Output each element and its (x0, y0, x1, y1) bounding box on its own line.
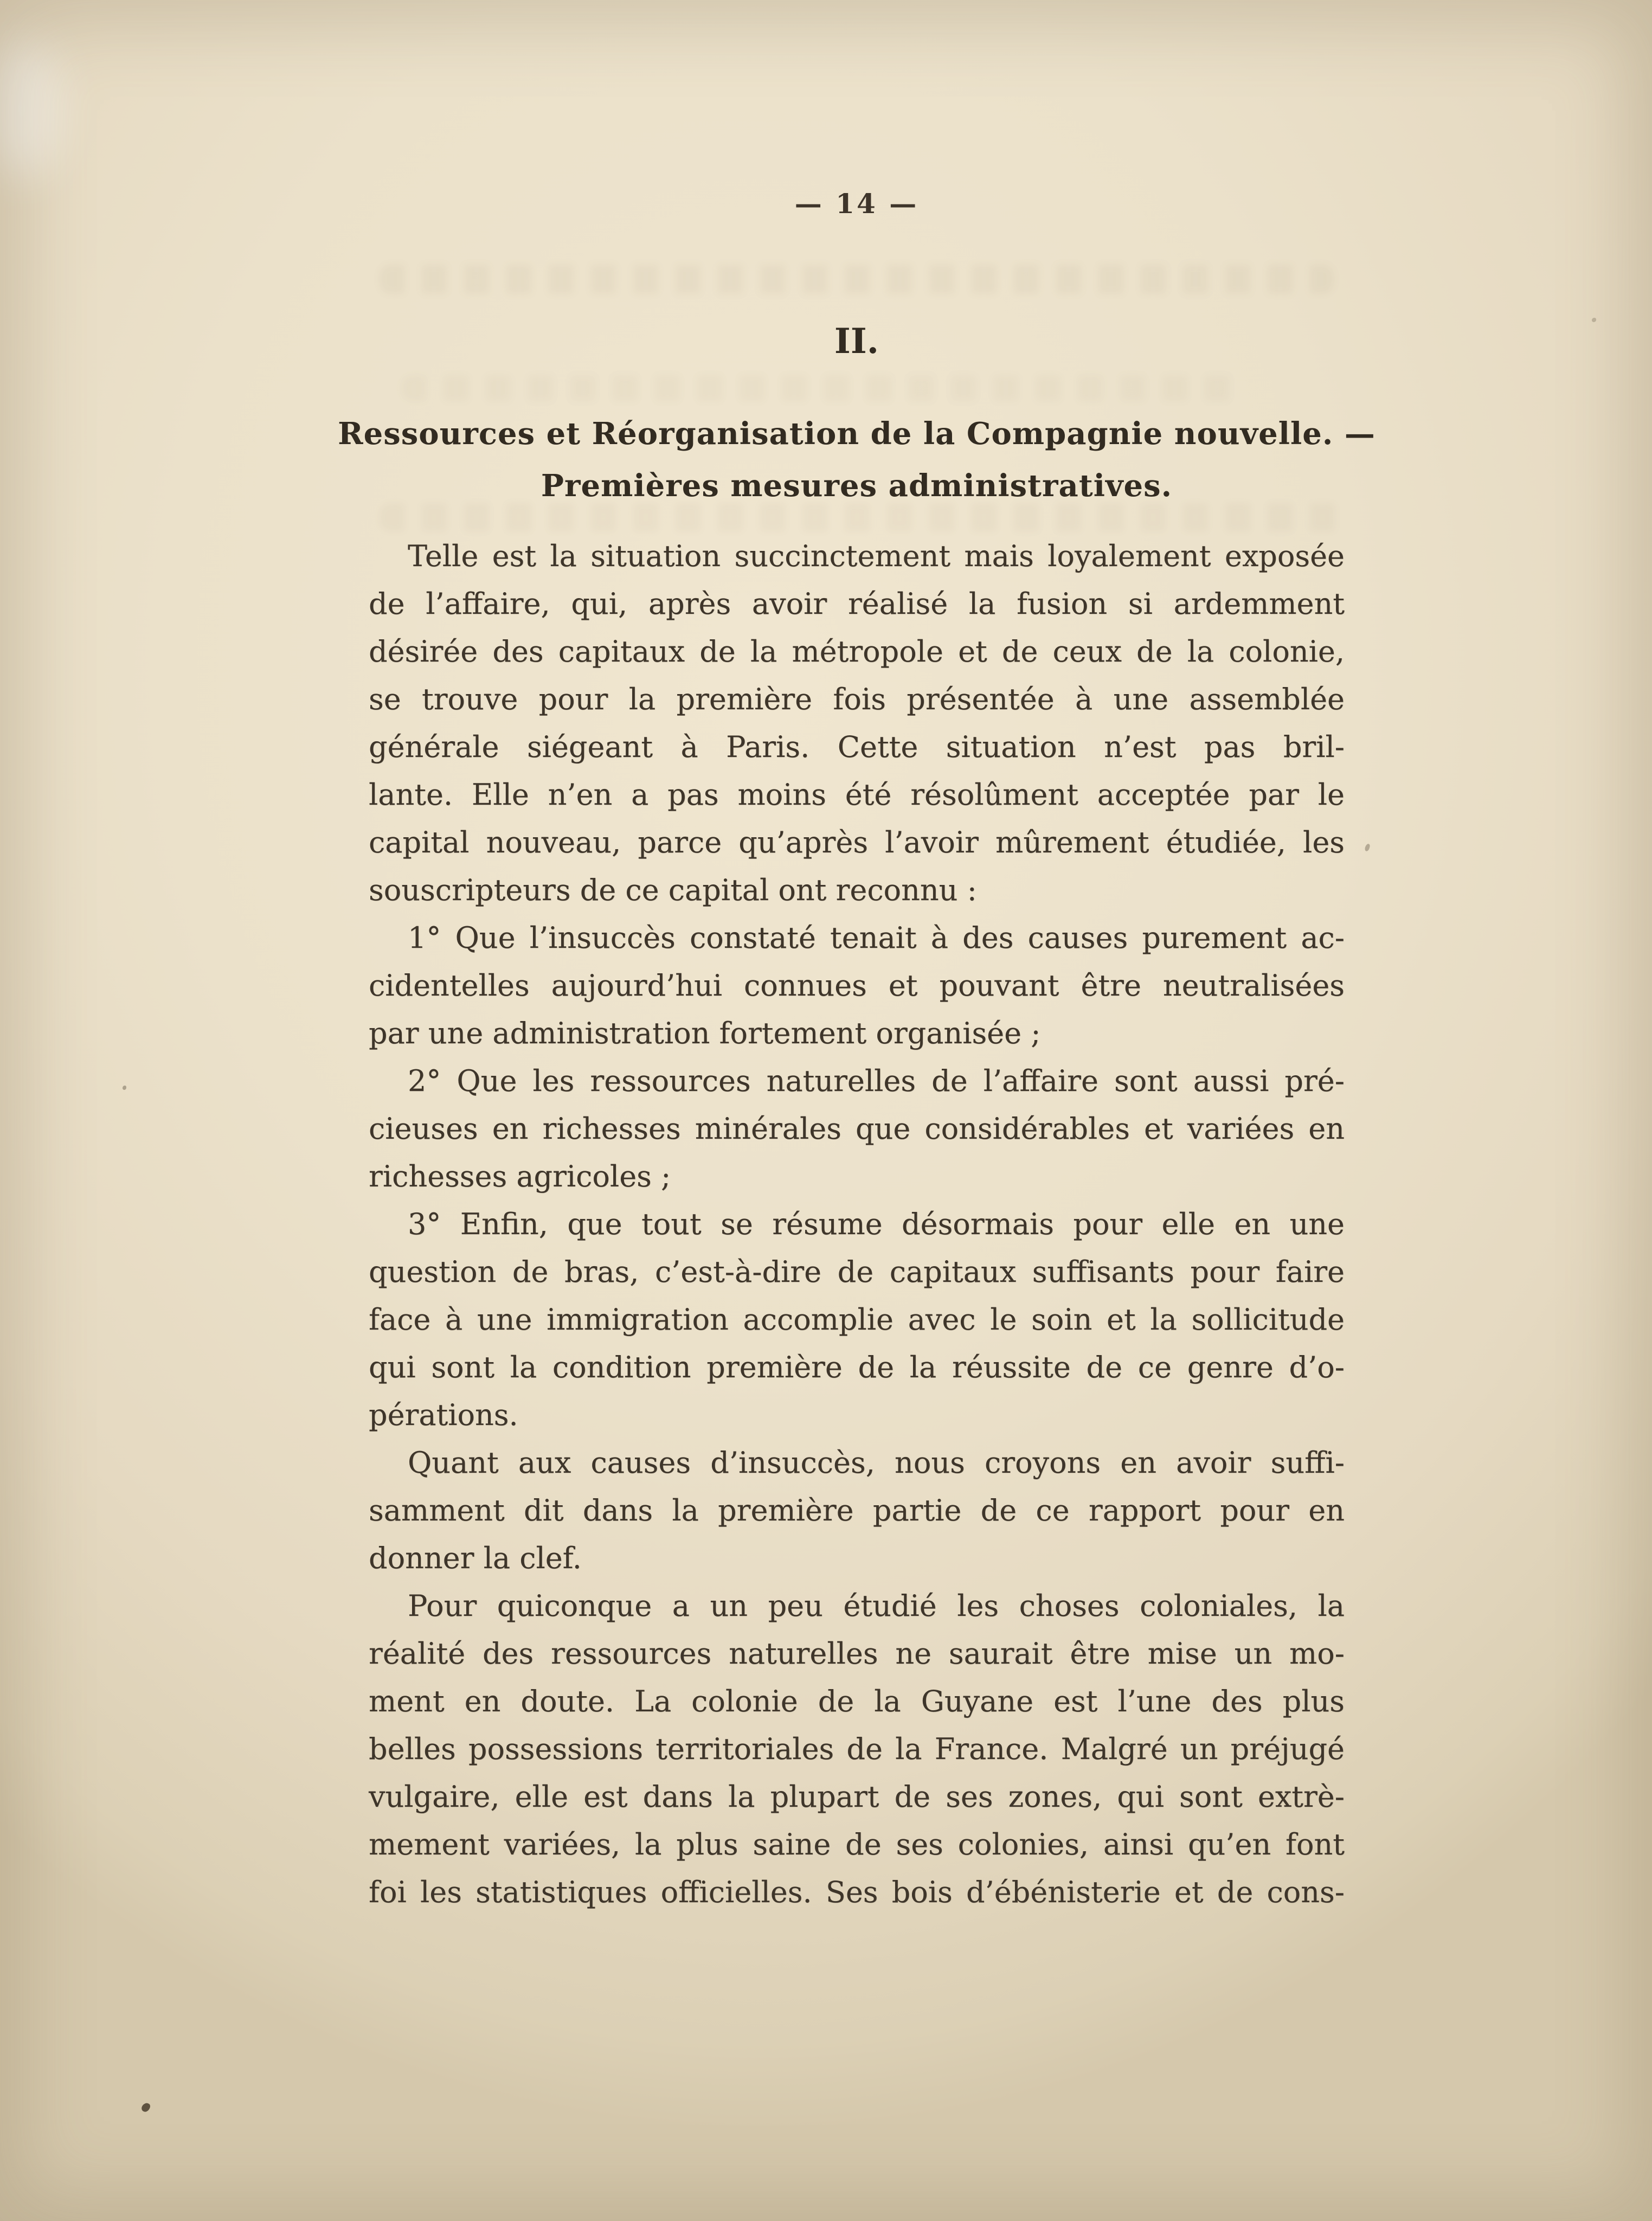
body-text (369, 532, 1345, 1916)
paper-speck (1364, 843, 1370, 852)
text-line: 3° Enfin, que tout se résume désormais pour elle en une (408, 1207, 1345, 1241)
text-line: face à une immigration accomplie avec le soin et la sollicitude (369, 1302, 1345, 1337)
page-number: — 14 — (794, 188, 919, 220)
text-line: Quant aux causes d’insuccès, nous croyons en avoir suffi- (408, 1446, 1345, 1480)
paragraph (369, 532, 1345, 914)
text-line: ment en doute. La colonie de la Guyane est l’une des plus (369, 1684, 1345, 1718)
text-line: belles possessions territoriales de la France. Malgré un préjugé (369, 1732, 1345, 1766)
text-line: capital nouveau, parce qu’après l’avoir mûrement étudiée, les (369, 825, 1345, 859)
chapter-heading (336, 408, 1377, 512)
text-line: foi les statistiques officielles. Ses bois d’ébénisterie et de cons- (369, 1875, 1345, 1909)
text-line: 1° Que l’insuccès constaté tenait à des causes purement ac- (408, 921, 1345, 955)
paper-speck (123, 1086, 126, 1090)
text-line: Telle est la situation succinctement mais loyalement exposée (408, 539, 1345, 573)
text-line: générale siégeant à Paris. Cette situation n’est pas bril- (369, 730, 1345, 764)
text-line: mement variées, la plus saine de ses colonies, ainsi qu’en font (369, 1827, 1345, 1861)
verso-bleed-through-artifact (380, 265, 1334, 294)
paragraph (369, 1439, 1345, 1582)
text-line: question de bras, c’est-à-dire de capitaux suffisants pour faire (369, 1255, 1345, 1289)
text-line: 2° Que les ressources naturelles de l’affaire sont aussi pré- (408, 1064, 1345, 1098)
text-line: se trouve pour la première fois présentée à une assemblée (369, 682, 1345, 716)
chapter-heading-line-2: Premières mesures administratives. (541, 468, 1173, 504)
text-line: qui sont la condition première de la réussite de ce genre d’o- (369, 1350, 1345, 1384)
text-line: souscripteurs de ce capital ont reconnu : (369, 873, 977, 907)
text-line: vulgaire, elle est dans la plupart de ses zones, qui sont extrè- (369, 1780, 1345, 1814)
paper-light-patch (0, 38, 60, 179)
text-line: cieuses en richesses minérales que considérables et variées en (369, 1112, 1345, 1146)
text-line: samment dit dans la première partie de ce rapport pour en (369, 1493, 1345, 1527)
text-line: de l’affaire, qui, après avoir réalisé la fusion si ardemment (369, 587, 1345, 621)
text-line: richesses agricoles ; (369, 1159, 671, 1193)
text-line: réalité des ressources naturelles ne saurait être mise un mo- (369, 1636, 1345, 1671)
paper-speck (1592, 318, 1596, 322)
text-line: donner la clef. (369, 1541, 582, 1575)
paragraph (369, 1057, 1345, 1201)
paragraph (369, 1201, 1345, 1439)
paragraph (369, 914, 1345, 1057)
text-line: Pour quiconque a un peu étudié les choses coloniales, la (408, 1589, 1345, 1623)
paragraph (369, 1582, 1345, 1916)
verso-bleed-through-artifact (401, 375, 1247, 401)
text-line: cidentelles aujourd’hui connues et pouvant être neutralisées (369, 968, 1345, 1003)
text-line: par une administration fortement organisée ; (369, 1016, 1041, 1050)
text-line: pérations. (369, 1398, 518, 1432)
text-line: désirée des capitaux de la métropole et de ceux de la colonie, (369, 634, 1345, 669)
text-line: lante. Elle n’en a pas moins été résolûment acceptée par le (369, 778, 1345, 812)
section-numeral: II. (834, 321, 879, 362)
chapter-heading-line-1: Ressources et Réorganisation de la Compagnie nouvelle. — (338, 416, 1375, 452)
paper-speck (140, 2102, 151, 2114)
